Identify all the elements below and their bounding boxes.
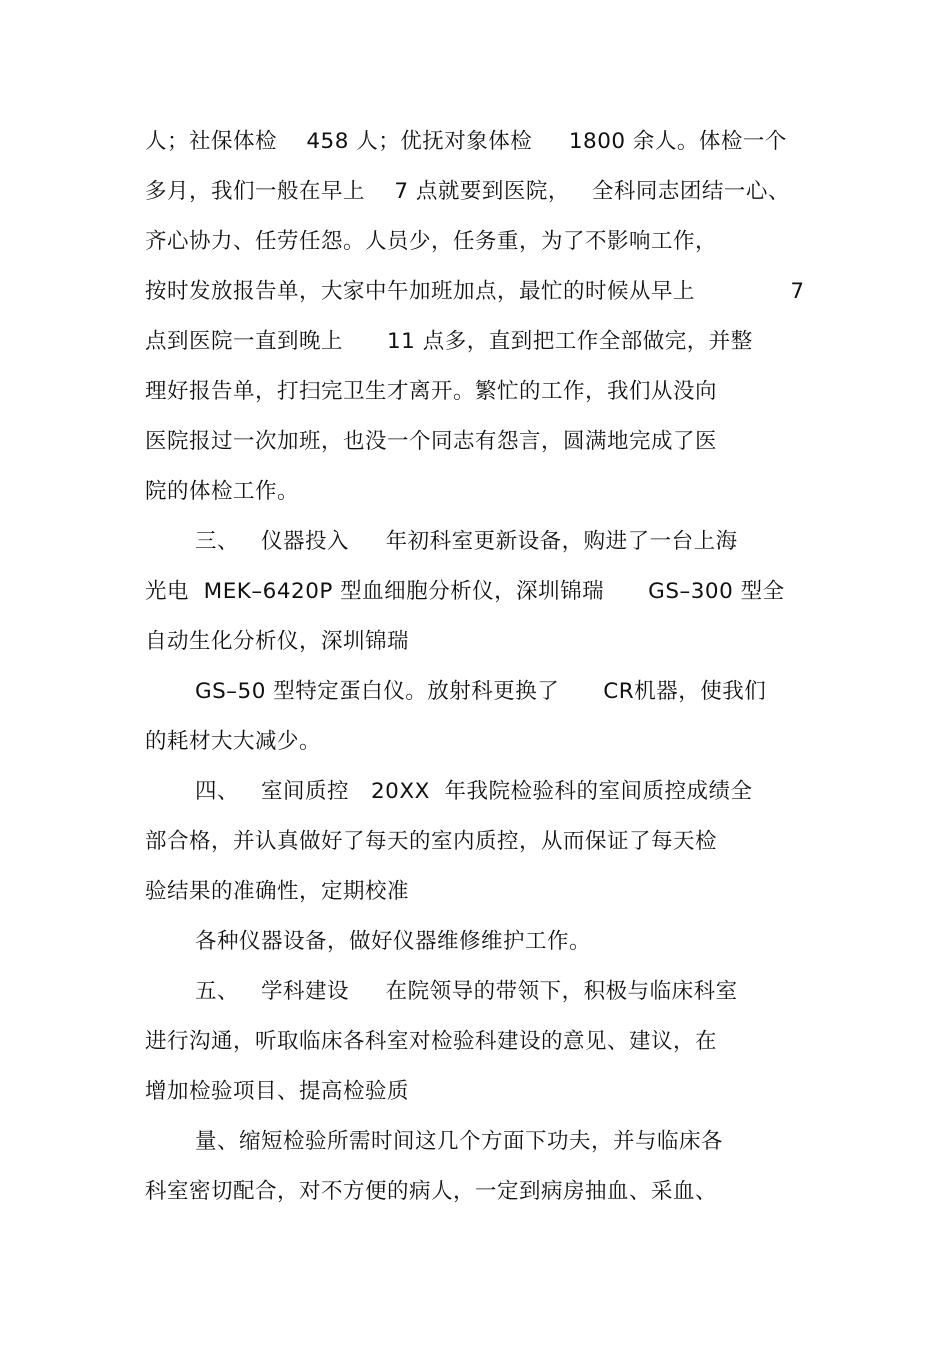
text-line: 理好报告单，打扫完卫生才离开。繁忙的工作，我们从没向 <box>145 379 718 404</box>
text-line: 院的体检工作。 <box>145 479 300 504</box>
text-line: 量、缩短检验所需时间这几个方面下功夫，并与临床各 <box>195 1129 724 1154</box>
text-line: 自动生化分析仪，深圳锦瑞 <box>145 629 410 654</box>
text-line: 增加检验项目、提高检验质 <box>145 1079 410 1104</box>
text-line: 验结果的准确性，定期校准 <box>145 879 410 904</box>
text-line: 人；社保体检 458 人；优抚对象体检 1800 余人。体检一个 <box>145 129 787 154</box>
text-line: 进行沟通，听取临床各科室对检验科建设的意见、建议，在 <box>145 1029 718 1054</box>
text-line: 部合格，并认真做好了每天的室内质控，从而保证了每天检 <box>145 829 718 854</box>
text-line: 的耗材大大减少。 <box>145 729 322 754</box>
section-heading-line: 三、 仪器投入 年初科室更新设备，购进了一台上海 <box>195 529 738 554</box>
text-line: 光电 MEK–6420P 型血细胞分析仪，深圳锦瑞 GS–300 型全 <box>145 579 785 604</box>
text-line: 多月，我们一般在早上 7 点就要到医院， 全科同志团结一心、 <box>145 179 790 204</box>
text-line: 点到医院一直到晚上 11 点多，直到把工作全部做完，并整 <box>145 329 753 354</box>
text-line: 按时发放报告单，大家中午加班加点，最忙的时候从早上 7 <box>145 279 805 304</box>
text-line: 各种仪器设备，做好仪器维修维护工作。 <box>195 929 592 954</box>
text-line: 医院报过一次加班，也没一个同志有怨言，圆满地完成了医 <box>145 429 718 454</box>
text-line: 齐心协力、任劳任怨。人员少，任务重，为了不影响工作， <box>145 229 718 254</box>
section-heading-line: 四、 室间质控 20XX 年我院检验科的室间质控成绩全 <box>195 779 753 804</box>
text-line: GS–50 型特定蛋白仪。放射科更换了 CR机器，使我们 <box>195 679 767 704</box>
text-line: 科室密切配合，对不方便的病人，一定到病房抽血、采血、 <box>145 1179 718 1204</box>
section-heading-line: 五、 学科建设 在院领导的带领下，积极与临床科室 <box>195 979 738 1004</box>
